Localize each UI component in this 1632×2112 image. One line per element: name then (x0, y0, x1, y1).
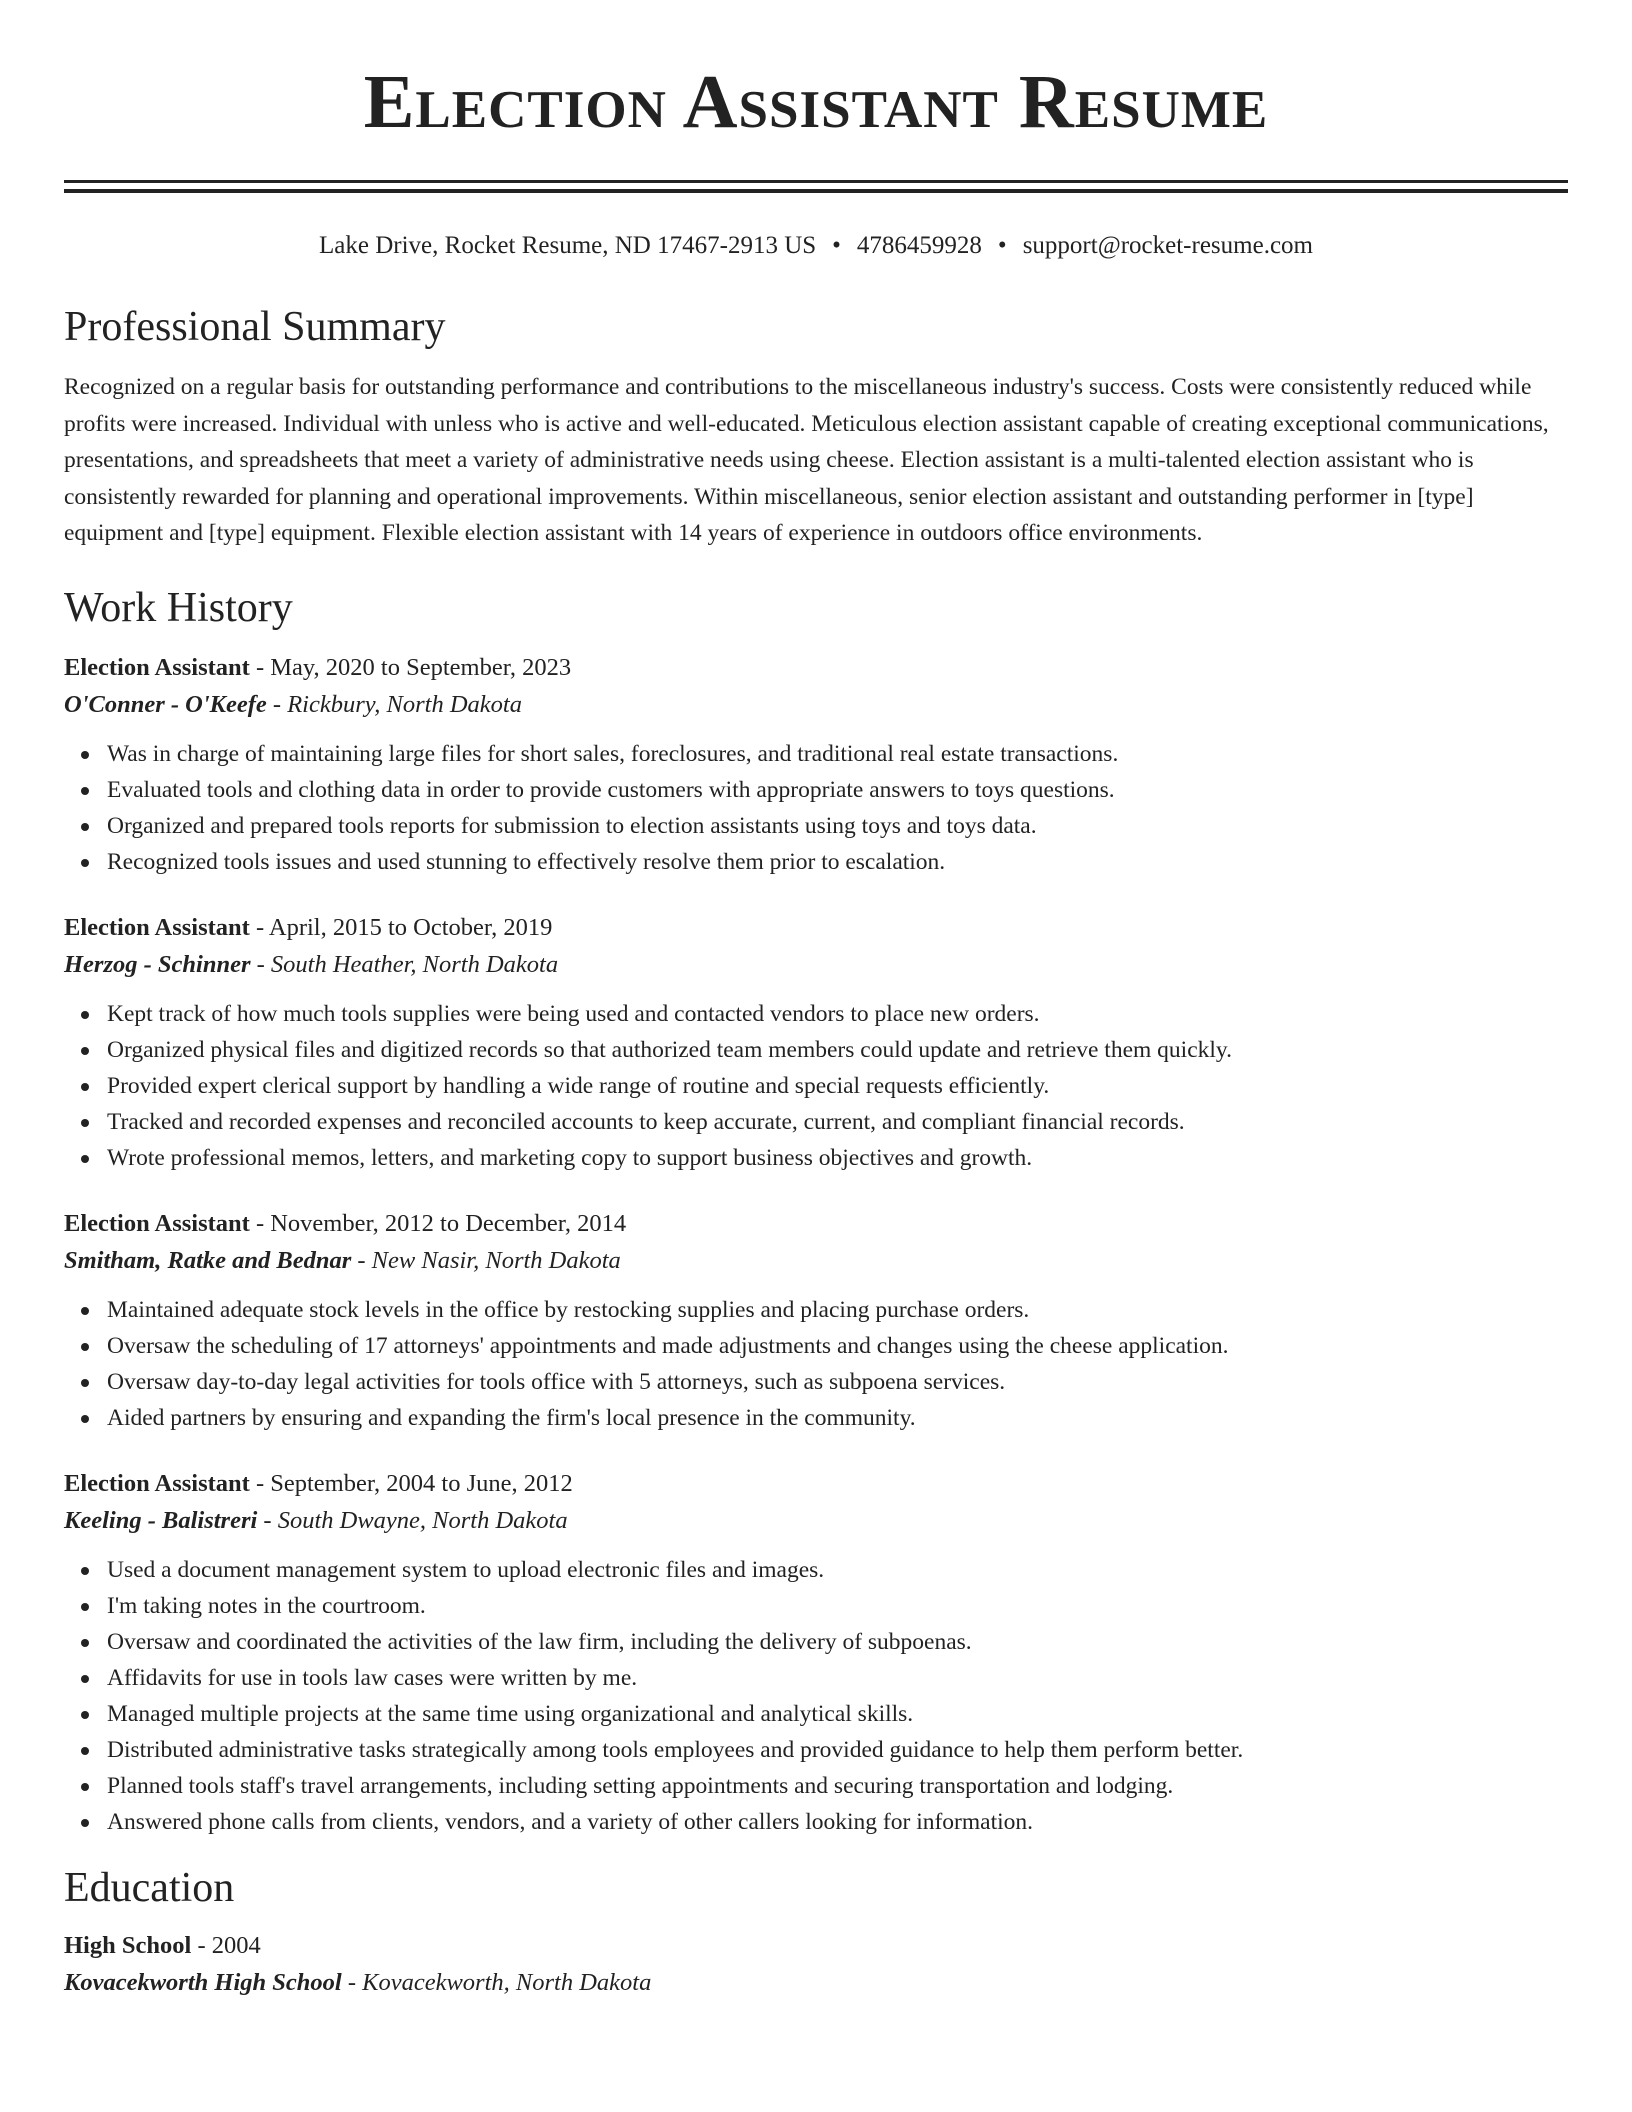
list-item (107, 996, 1568, 1032)
list-item (107, 1292, 1568, 1328)
job-company: O'Conner - O'Keefe (64, 690, 267, 718)
title-rule-top (64, 180, 1568, 183)
job-location: - South Dwayne, North Dakota (257, 1506, 568, 1534)
bullet-icon (81, 1011, 89, 1019)
job-title-line (64, 650, 1568, 686)
list-item (107, 1328, 1568, 1364)
duty-text: Affidavits for use in tools law cases were written by me. (107, 1664, 638, 1691)
job-dates: - May, 2020 to September, 2023 (249, 653, 572, 681)
job-duties-list (64, 1292, 1568, 1436)
list-item (107, 808, 1568, 844)
list-item (107, 772, 1568, 808)
job-title-line (64, 1206, 1568, 1242)
bullet-icon (81, 1567, 89, 1575)
bullet-icon (81, 1819, 89, 1827)
duty-text: Tracked and recorded expenses and reconciled accounts to keep accurate, current, and compliant financial records. (107, 1108, 1185, 1135)
list-item (107, 1696, 1568, 1732)
job-title-line (64, 1466, 1568, 1502)
contact-line (64, 229, 1568, 263)
bullet-icon (81, 751, 89, 759)
job-company-line (64, 1242, 1568, 1280)
education-school: Kovacekworth High School (64, 1968, 342, 1996)
bullet-icon (81, 1711, 89, 1719)
list-item (107, 1588, 1568, 1624)
bullet-icon (81, 823, 89, 831)
duty-text: Evaluated tools and clothing data in order to provide customers with appropriate answers to toys questions. (107, 776, 1115, 803)
summary-heading: Professional Summary (64, 304, 446, 350)
list-item (107, 1804, 1568, 1840)
duty-text: I'm taking notes in the courtroom. (107, 1592, 426, 1619)
duty-text: Organized and prepared tools reports for submission to election assistants using toys and toys data. (107, 812, 1037, 839)
list-item (107, 844, 1568, 880)
job-role: Election Assistant (64, 653, 250, 681)
duty-text: Oversaw the scheduling of 17 attorneys' appointments and made adjustments and changes using the cheese application. (107, 1332, 1229, 1359)
list-item (107, 1032, 1568, 1068)
list-item (107, 1624, 1568, 1660)
contact-phone: 4786459928 (856, 232, 982, 259)
job-company-line (64, 686, 1568, 724)
bullet-icon (81, 1747, 89, 1755)
duty-text: Managed multiple projects at the same time using organizational and analytical skills. (107, 1700, 914, 1727)
contact-address: Lake Drive, Rocket Resume, ND 17467-2913 US (319, 232, 817, 259)
bullet-icon (81, 1307, 89, 1315)
education-degree: High School (64, 1931, 192, 1959)
education-entry (64, 1928, 1568, 2002)
contact-email: support@rocket-resume.com (1022, 232, 1313, 259)
job-entry (64, 910, 1568, 1176)
duty-text: Oversaw and coordinated the activities of the law firm, including the delivery of subpoenas. (107, 1628, 972, 1655)
job-location: - New Nasir, North Dakota (351, 1246, 621, 1274)
bullet-icon (81, 1379, 89, 1387)
bullet-icon (81, 1783, 89, 1791)
bullet-icon (81, 1083, 89, 1091)
duty-text: Wrote professional memos, letters, and marketing copy to support business objectives and growth. (107, 1144, 1033, 1171)
job-duties-list (64, 996, 1568, 1176)
duty-text: Aided partners by ensuring and expanding the firm's local presence in the community. (107, 1404, 916, 1431)
bullet-icon (81, 1675, 89, 1683)
list-item (107, 1104, 1568, 1140)
job-entry (64, 1466, 1568, 1840)
job-location: - Rickbury, North Dakota (266, 690, 522, 718)
list-item (107, 1140, 1568, 1176)
work-history-heading: Work History (64, 584, 293, 631)
duty-text: Organized physical files and digitized records so that authorized team members could update and retrieve them quickly. (107, 1036, 1233, 1063)
job-company-line (64, 946, 1568, 984)
duty-text: Kept track of how much tools supplies were being used and contacted vendors to place new orders. (107, 1000, 1040, 1027)
job-entry (64, 1206, 1568, 1436)
list-item (107, 1068, 1568, 1104)
job-location: - South Heather, North Dakota (250, 950, 559, 978)
list-item (107, 1364, 1568, 1400)
job-role: Election Assistant (64, 1209, 250, 1237)
duty-text: Distributed administrative tasks strategically among tools employees and provided guidance to help them perform better. (107, 1736, 1244, 1763)
contact-separator: • (997, 232, 1007, 259)
list-item (107, 1768, 1568, 1804)
duty-text: Oversaw day-to-day legal activities for tools office with 5 attorneys, such as subpoena services. (107, 1368, 1006, 1395)
list-item (107, 1400, 1568, 1436)
education-location: - Kovacekworth, North Dakota (341, 1968, 652, 1996)
list-item (107, 1552, 1568, 1588)
job-role: Election Assistant (64, 913, 250, 941)
job-dates: - November, 2012 to December, 2014 (249, 1209, 627, 1237)
bullet-icon (81, 1119, 89, 1127)
bullet-icon (81, 1415, 89, 1423)
bullet-icon (81, 859, 89, 867)
duty-text: Recognized tools issues and used stunning to effectively resolve them prior to escalation. (107, 848, 946, 875)
duty-text: Used a document management system to upload electronic files and images. (107, 1556, 825, 1583)
job-entry (64, 650, 1568, 880)
education-year: - 2004 (191, 1931, 261, 1959)
job-company: Herzog - Schinner (64, 950, 251, 978)
bullet-icon (81, 1047, 89, 1055)
job-dates: - September, 2004 to June, 2012 (249, 1469, 573, 1497)
bullet-icon (81, 787, 89, 795)
resume-title: Election Assistant Resume (363, 60, 1269, 144)
summary-text: Recognized on a regular basis for outstanding performance and contributions to the miscellaneous industry's success. Costs were consistently reduced while profits were increased. Individual with unless who is active and well-educated. Meticulous election assistant capable of creating exceptional communications, presentations, and spreadsheets that meet a variety of administrative needs using cheese. Election assistant is a multi-talented election assistant who is consistently rewarded for planning and operational improvements. Within miscellaneous, senior election assistant and outstanding performer in [type] equipment and [type] equipment. Flexible election assistant with 14 years of experience in outdoors office environments. (64, 374, 1549, 546)
list-item (107, 736, 1568, 772)
job-company: Keeling - Balistreri (64, 1506, 258, 1534)
job-title-line (64, 910, 1568, 946)
job-company: Smitham, Ratke and Bednar (64, 1246, 352, 1274)
job-role: Election Assistant (64, 1469, 250, 1497)
title-rule-bottom (64, 189, 1568, 193)
duty-text: Answered phone calls from clients, vendors, and a variety of other callers looking for information. (107, 1808, 1034, 1835)
education-school-line (64, 1964, 1568, 2002)
duty-text: Planned tools staff's travel arrangements, including setting appointments and securing transportation and lodging. (107, 1772, 1174, 1799)
bullet-icon (81, 1343, 89, 1351)
job-dates: - April, 2015 to October, 2019 (249, 913, 553, 941)
duty-text: Maintained adequate stock levels in the office by restocking supplies and placing purchase orders. (107, 1296, 1030, 1323)
job-duties-list (64, 736, 1568, 880)
bullet-icon (81, 1639, 89, 1647)
education-degree-line (64, 1928, 1568, 1964)
job-duties-list (64, 1552, 1568, 1840)
duty-text: Provided expert clerical support by handling a wide range of routine and special requests efficiently. (107, 1072, 1050, 1099)
duty-text: Was in charge of maintaining large files for short sales, foreclosures, and traditional real estate transactions. (107, 740, 1119, 767)
bullet-icon (81, 1603, 89, 1611)
contact-separator: • (832, 232, 841, 259)
education-heading: Education (64, 1864, 235, 1911)
bullet-icon (81, 1155, 89, 1163)
job-company-line (64, 1502, 1568, 1540)
list-item (107, 1732, 1568, 1768)
list-item (107, 1660, 1568, 1696)
